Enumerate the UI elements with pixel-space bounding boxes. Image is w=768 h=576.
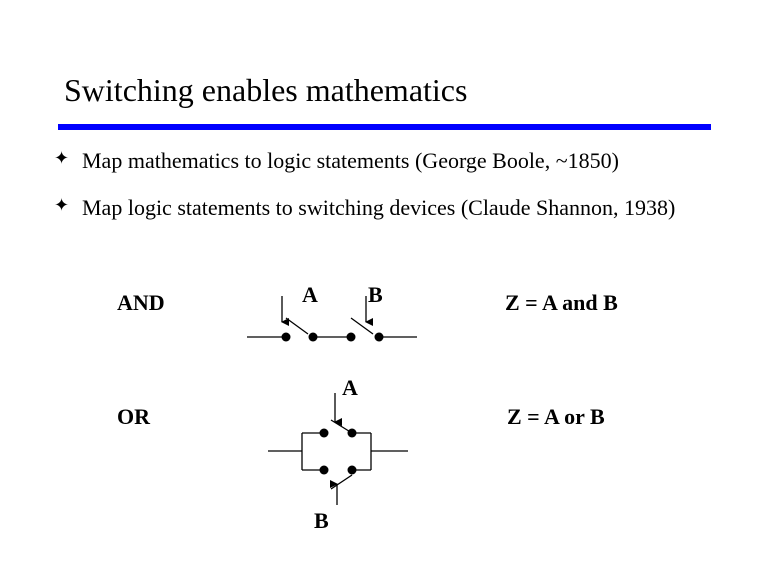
- bullet-star-icon: ✦: [54, 195, 70, 216]
- bullet-text: Map logic statements to switching devices (Claude Shannon, 1938): [82, 195, 676, 220]
- and-contact: [309, 333, 318, 342]
- or-circuit: [268, 393, 408, 505]
- bullet-star-icon: ✦: [54, 148, 70, 169]
- and-switch-a-label: A: [302, 282, 318, 307]
- and-equation: Z = A and B: [505, 290, 618, 315]
- and-switch-a-blade: [286, 318, 308, 334]
- or-contact: [320, 466, 329, 475]
- bullet-text: Map mathematics to logic statements (George Boole, ~1850): [82, 148, 619, 173]
- or-gate-name: OR: [117, 404, 150, 429]
- and-switch-b-label: B: [368, 282, 383, 307]
- or-equation: Z = A or B: [507, 404, 605, 429]
- and-contact: [375, 333, 384, 342]
- and-circuit: [247, 296, 417, 337]
- and-gate-name: AND: [117, 290, 165, 315]
- or-contact: [348, 429, 357, 438]
- or-switch-b-blade: [331, 475, 352, 489]
- or-contact: [348, 466, 357, 475]
- slide-title: Switching enables mathematics: [64, 72, 468, 108]
- or-contacts: [320, 429, 357, 475]
- or-switch-b-label: B: [314, 508, 329, 533]
- or-contact: [320, 429, 329, 438]
- or-switch-a-label: A: [342, 375, 358, 400]
- and-contact: [347, 333, 356, 342]
- and-switch-b-blade: [351, 318, 373, 334]
- and-contact: [282, 333, 291, 342]
